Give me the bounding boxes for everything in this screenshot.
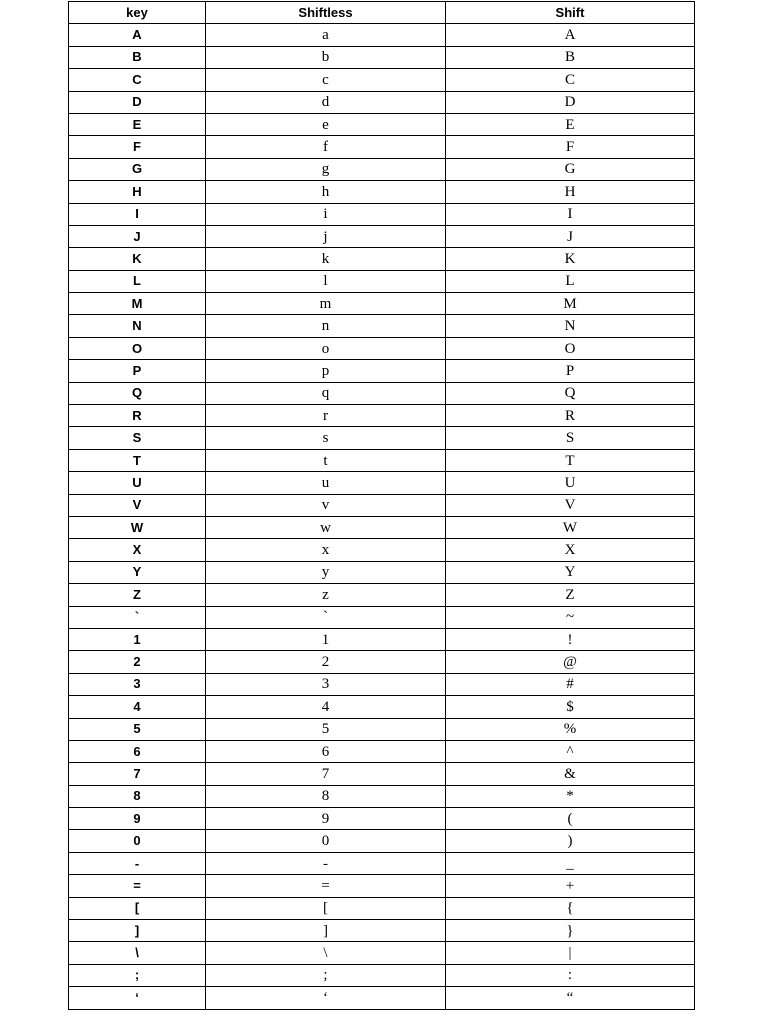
shift-cell: K [446,248,695,270]
header-shiftless: Shiftless [206,2,446,24]
table-row [69,46,695,68]
table-row [69,964,695,986]
shiftless-cell: o [206,337,446,359]
shiftless-cell: 1 [206,628,446,650]
shiftless-cell: t [206,449,446,471]
key-cell: C [69,69,206,91]
table-row [69,942,695,964]
shift-cell: “ [446,987,695,1009]
shiftless-cell: j [206,225,446,247]
shiftless-cell: ‘ [206,987,446,1009]
shiftless-cell: 5 [206,718,446,740]
key-cell: 0 [69,830,206,852]
key-cell: F [69,136,206,158]
key-cell: B [69,46,206,68]
table-row [69,472,695,494]
shiftless-cell: y [206,561,446,583]
table-row [69,158,695,180]
key-cell: 2 [69,651,206,673]
shiftless-cell: h [206,181,446,203]
table-row [69,897,695,919]
table-row [69,920,695,942]
shiftless-cell: z [206,584,446,606]
key-cell: L [69,270,206,292]
shiftless-cell: 9 [206,808,446,830]
table-row [69,696,695,718]
shift-cell: U [446,472,695,494]
key-cell: T [69,449,206,471]
key-cell: 7 [69,763,206,785]
table-row [69,203,695,225]
shift-cell: V [446,494,695,516]
key-cell: ‘ [69,987,206,1009]
shiftless-cell: w [206,516,446,538]
key-mapping-table [68,1,695,1010]
table-row [69,561,695,583]
shift-cell: G [446,158,695,180]
table-row [69,651,695,673]
shiftless-cell: 3 [206,673,446,695]
shift-cell: Y [446,561,695,583]
shift-cell: I [446,203,695,225]
shiftless-cell: b [206,46,446,68]
shift-cell: O [446,337,695,359]
shiftless-cell: 8 [206,785,446,807]
table-row [69,449,695,471]
table-row [69,673,695,695]
shiftless-cell: e [206,113,446,135]
shiftless-cell: 2 [206,651,446,673]
table-row [69,785,695,807]
key-cell: J [69,225,206,247]
shiftless-cell: m [206,293,446,315]
header-row [69,2,695,24]
key-cell: O [69,337,206,359]
shiftless-cell: s [206,427,446,449]
shiftless-cell: 0 [206,830,446,852]
table-row [69,113,695,135]
shift-cell: W [446,516,695,538]
shiftless-cell: f [206,136,446,158]
shiftless-cell: k [206,248,446,270]
shift-cell: ^ [446,740,695,762]
shift-cell: D [446,91,695,113]
key-cell: U [69,472,206,494]
key-cell: P [69,360,206,382]
shiftless-cell: l [206,270,446,292]
table-row [69,740,695,762]
key-cell: X [69,539,206,561]
table-row [69,808,695,830]
shiftless-cell: g [206,158,446,180]
shift-cell: Q [446,382,695,404]
shift-cell: J [446,225,695,247]
key-cell: \ [69,942,206,964]
shift-cell: L [446,270,695,292]
shift-cell: _ [446,852,695,874]
shiftless-cell: 7 [206,763,446,785]
shift-cell: @ [446,651,695,673]
shift-cell: ) [446,830,695,852]
table-row [69,539,695,561]
key-cell: 3 [69,673,206,695]
shift-cell: S [446,427,695,449]
table-row [69,875,695,897]
key-cell: N [69,315,206,337]
shiftless-cell: 4 [206,696,446,718]
table-row [69,830,695,852]
key-cell: 8 [69,785,206,807]
shiftless-cell: 6 [206,740,446,762]
key-cell: Z [69,584,206,606]
table-row [69,225,695,247]
shiftless-cell: n [206,315,446,337]
key-cell: A [69,24,206,46]
table-row [69,181,695,203]
key-cell: ] [69,920,206,942]
shiftless-cell: i [206,203,446,225]
table-row [69,91,695,113]
table-row [69,69,695,91]
key-cell: - [69,852,206,874]
shift-cell: { [446,897,695,919]
table-row [69,987,695,1009]
shift-cell: F [446,136,695,158]
header-shift: Shift [446,2,695,24]
key-cell: D [69,91,206,113]
key-cell: 1 [69,628,206,650]
shiftless-cell: d [206,91,446,113]
table-row [69,293,695,315]
shiftless-cell: c [206,69,446,91]
table-row [69,270,695,292]
table-row [69,606,695,628]
table-row [69,852,695,874]
shiftless-cell: - [206,852,446,874]
shiftless-cell: ; [206,964,446,986]
shift-cell: # [446,673,695,695]
table-row [69,628,695,650]
table-row [69,427,695,449]
shiftless-cell: \ [206,942,446,964]
shiftless-cell: [ [206,897,446,919]
key-cell: V [69,494,206,516]
table-row [69,494,695,516]
shift-cell: } [446,920,695,942]
shiftless-cell: = [206,875,446,897]
key-cell: = [69,875,206,897]
key-cell: R [69,405,206,427]
shift-cell: X [446,539,695,561]
shift-cell: * [446,785,695,807]
table-row [69,763,695,785]
key-cell: S [69,427,206,449]
shift-cell: B [446,46,695,68]
shiftless-cell: ] [206,920,446,942]
table-row [69,248,695,270]
shift-cell: + [446,875,695,897]
shiftless-cell: x [206,539,446,561]
shiftless-cell: r [206,405,446,427]
shift-cell: H [446,181,695,203]
key-cell: K [69,248,206,270]
shift-cell: Z [446,584,695,606]
shift-cell: E [446,113,695,135]
shift-cell: A [446,24,695,46]
key-cell: Q [69,382,206,404]
table-row [69,718,695,740]
shift-cell: R [446,405,695,427]
table-row [69,405,695,427]
table-row [69,382,695,404]
shift-cell: C [446,69,695,91]
key-cell: 6 [69,740,206,762]
shift-cell: M [446,293,695,315]
shift-cell: % [446,718,695,740]
key-cell: H [69,181,206,203]
key-cell: G [69,158,206,180]
key-cell: Y [69,561,206,583]
key-cell: M [69,293,206,315]
shift-cell: : [446,964,695,986]
shift-cell: P [446,360,695,382]
shiftless-cell: v [206,494,446,516]
shiftless-cell: q [206,382,446,404]
header-key: key [69,2,206,24]
key-cell: E [69,113,206,135]
shift-cell: & [446,763,695,785]
table-row [69,136,695,158]
table-row [69,584,695,606]
table-row [69,516,695,538]
key-cell: ` [69,606,206,628]
shiftless-cell: u [206,472,446,494]
shiftless-cell: ` [206,606,446,628]
shift-cell: | [446,942,695,964]
table-row [69,24,695,46]
key-cell: ; [69,964,206,986]
key-cell: I [69,203,206,225]
key-cell: W [69,516,206,538]
table-row [69,337,695,359]
key-cell: [ [69,897,206,919]
shift-cell: $ [446,696,695,718]
key-cell: 5 [69,718,206,740]
key-cell: 4 [69,696,206,718]
shift-cell: N [446,315,695,337]
shift-cell: ! [446,628,695,650]
shift-cell: ~ [446,606,695,628]
table-row [69,315,695,337]
key-cell: 9 [69,808,206,830]
table-row [69,360,695,382]
shiftless-cell: a [206,24,446,46]
shift-cell: ( [446,808,695,830]
shift-cell: T [446,449,695,471]
shiftless-cell: p [206,360,446,382]
